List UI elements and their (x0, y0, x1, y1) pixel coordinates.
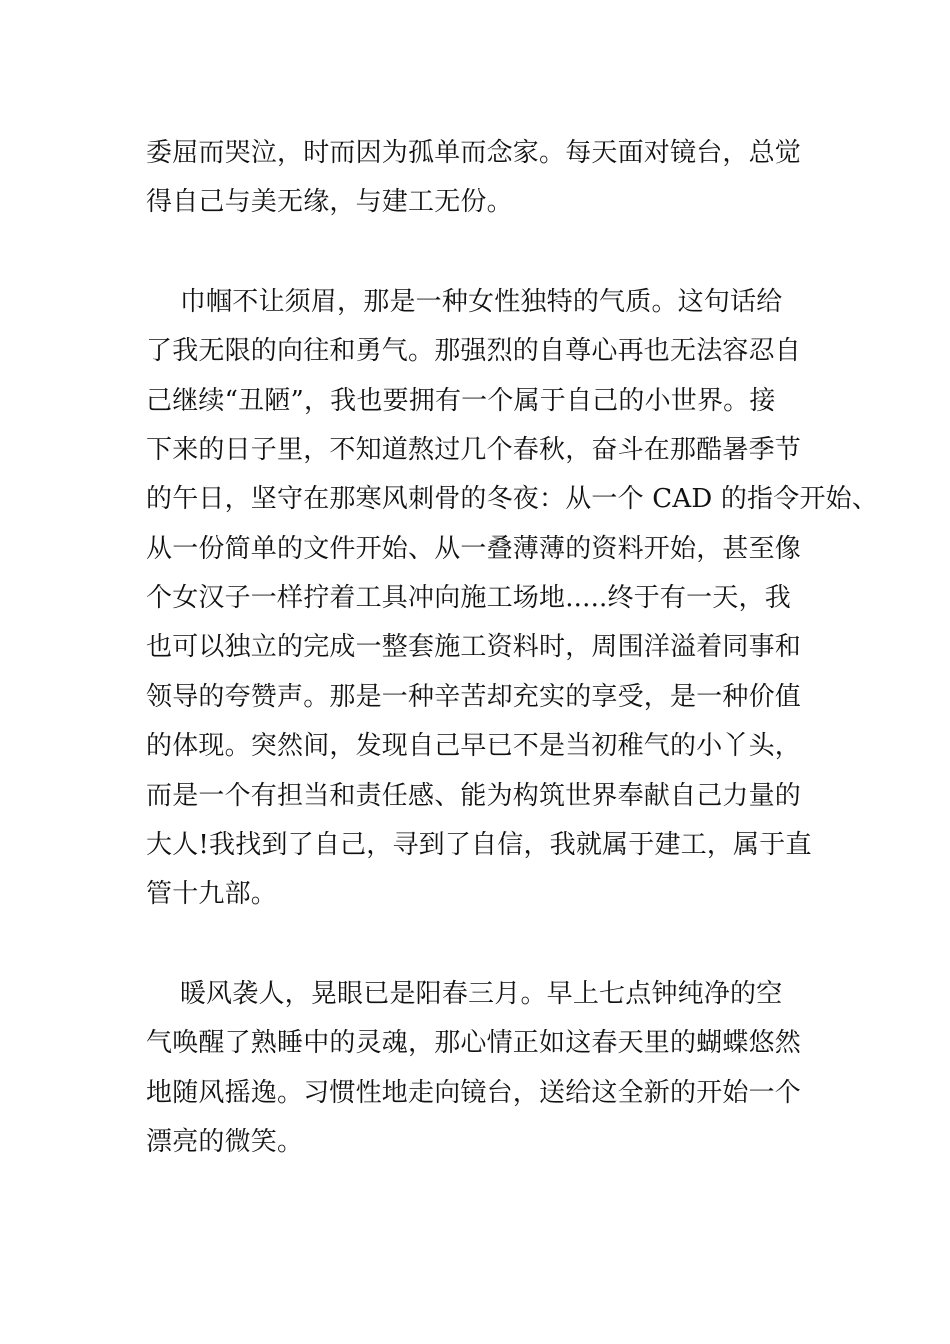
paragraph-2-line-12: 大人!我找到了自己，寻到了自信，我就属于建工，属于直 (146, 830, 812, 860)
paragraph-2-line-11: 而是一个有担当和责任感、能为构筑世界奉献自己力量的 (146, 781, 802, 811)
paragraph-2-line-4: 下来的日子里，不知道熬过几个春秋，奋斗在那酷暑季节 (146, 435, 802, 465)
paragraph-2-line-10: 的体现。突然间，发现自己早已不是当初稚气的小丫头， (146, 731, 802, 761)
paragraph-3-line-1: 暖风袭人，晃眼已是阳春三月。早上七点钟纯净的空 (146, 979, 783, 1009)
paragraph-3-line-4: 漂亮的微笑。 (146, 1127, 304, 1157)
paragraph-2-line-6: 从一份简单的文件开始、从一叠薄薄的资料开始，甚至像 (146, 534, 802, 564)
paragraph-1-line-2: 得自己与美无缘，与建工无份。 (146, 187, 513, 217)
paragraph-2-line-2: 了我无限的向往和勇气。那强烈的自尊心再也无法容忍自 (146, 336, 802, 366)
paragraph-2-line-1: 巾帼不让须眉，那是一种女性独特的气质。这句话给 (146, 287, 783, 317)
paragraph-3-line-3: 地随风摇逸。习惯性地走向镜台，送给这全新的开始一个 (146, 1078, 802, 1108)
paragraph-2-line-13: 管十九部。 (146, 879, 278, 909)
paragraph-2-line-8: 也可以独立的完成一整套施工资料时，周围洋溢着同事和 (146, 632, 802, 662)
paragraph-2-line-9: 领导的夸赞声。那是一种辛苦却充实的享受，是一种价值 (146, 682, 802, 712)
paragraph-3-line-2: 气唤醒了熟睡中的灵魂，那心情正如这春天里的蝴蝶悠然 (146, 1028, 802, 1058)
paragraph-2-line-7: 个女汉子一样拧着工具冲向施工场地.....终于有一天，我 (146, 583, 791, 613)
paragraph-1-line-1: 委屈而哭泣，时而因为孤单而念家。每天面对镜台，总觉 (146, 138, 802, 168)
paragraph-2-line-3: 己继续“丑陋”，我也要拥有一个属于自己的小世界。接 (146, 386, 776, 416)
paragraph-2-line-5: 的午日，坚守在那寒风刺骨的冬夜：从一个 CAD 的指令开始、 (146, 484, 879, 514)
